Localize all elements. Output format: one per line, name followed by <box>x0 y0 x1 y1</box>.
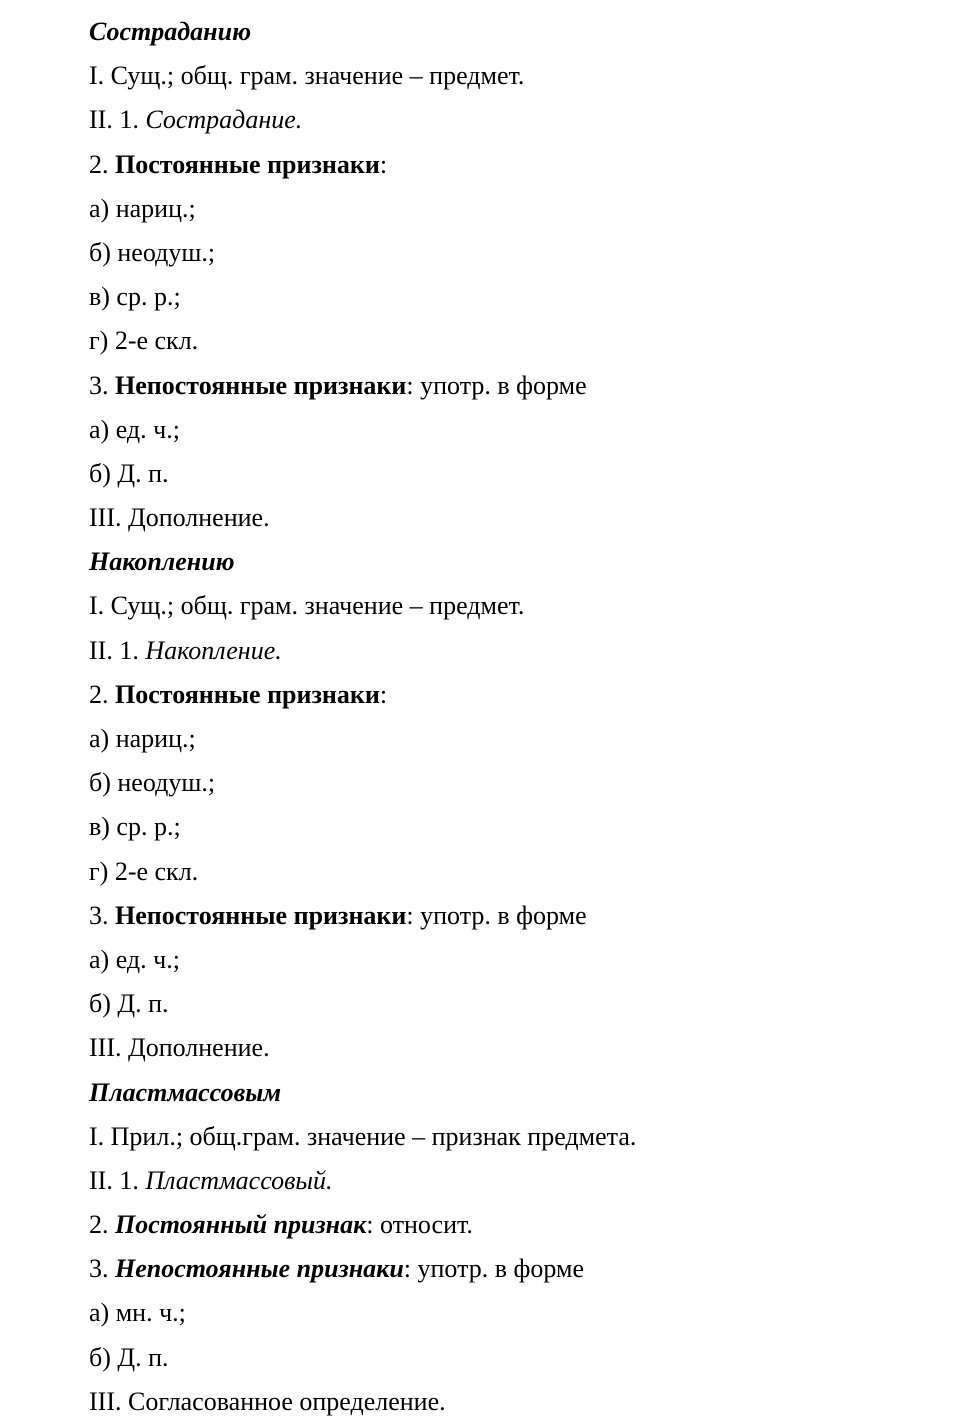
feature-item: б) Д. п. <box>89 458 169 488</box>
nonpermanent-features-line <box>89 898 949 942</box>
line-suffix: : <box>379 149 388 179</box>
permanent-features-label: Постоянные признаки <box>115 679 380 709</box>
feature-item: а) нариц.; <box>89 193 196 223</box>
feature-item: г) 2-е скл. <box>89 856 199 886</box>
part-of-speech-line: I. Прил.; общ.грам. значение – признак предмета. <box>89 1121 637 1151</box>
line-prefix: 2. <box>89 679 115 709</box>
initial-form-line <box>89 102 949 146</box>
permanent-feature-label: Постоянный признак <box>115 1210 367 1240</box>
syntax-role-line: III. Согласованное определение. <box>89 1386 446 1416</box>
line-prefix: 2. <box>89 1210 115 1240</box>
line-prefix: 3. <box>89 1254 115 1284</box>
feature-item: б) неодуш.; <box>89 237 216 267</box>
line-prefix: II. 1. <box>89 105 146 135</box>
feature-item: г) 2-е скл. <box>89 326 199 356</box>
entry-word-heading: Пластмассовым <box>89 1077 282 1107</box>
nonpermanent-features-label: Непостоянные признаки <box>115 900 407 930</box>
morphological-analysis-document <box>89 14 949 1428</box>
feature-item: в) ср. р.; <box>89 812 181 842</box>
nonpermanent-features-label: Непостоянные признаки <box>115 1254 404 1284</box>
initial-form: Сострадание. <box>145 105 303 135</box>
permanent-features-label: Постоянные признаки <box>115 149 380 179</box>
feature-item: а) мн. ч.; <box>89 1298 186 1328</box>
line-suffix: : употр. в форме <box>403 1254 584 1284</box>
initial-form-line <box>89 1163 949 1207</box>
initial-form: Накопление. <box>145 635 282 665</box>
feature-item: а) нариц.; <box>89 724 196 753</box>
line-suffix: : относит. <box>366 1210 473 1240</box>
syntax-role-line: III. Дополнение. <box>89 503 270 533</box>
feature-item: а) ед. ч.; <box>89 944 180 974</box>
nonpermanent-features-label: Непостоянные признаки <box>115 370 407 400</box>
syntax-role-line: III. Дополнение. <box>89 1033 270 1063</box>
feature-item: б) Д. п. <box>89 989 169 1019</box>
feature-item: в) ср. р.; <box>89 282 181 312</box>
line-suffix: : <box>379 679 388 709</box>
permanent-features-line <box>89 677 949 721</box>
line-prefix: 3. <box>89 370 115 400</box>
part-of-speech-line: I. Сущ.; общ. грам. значение – предмет. <box>89 591 525 621</box>
line-suffix: : употр. в форме <box>406 370 587 400</box>
initial-form: Пластмассовый. <box>145 1165 333 1195</box>
feature-item: б) неодуш.; <box>89 768 216 798</box>
feature-item: б) Д. п. <box>89 1342 169 1372</box>
initial-form-line <box>89 633 949 677</box>
entry-word-heading: Состраданию <box>89 17 252 46</box>
nonpermanent-features-line <box>89 1251 949 1295</box>
feature-item: а) ед. ч.; <box>89 414 180 444</box>
line-prefix: 2. <box>89 149 115 179</box>
permanent-features-line <box>89 147 949 191</box>
line-suffix: : употр. в форме <box>406 900 587 930</box>
permanent-feature-line <box>89 1207 949 1251</box>
nonpermanent-features-line <box>89 368 949 412</box>
entry-word-heading: Накоплению <box>89 547 235 577</box>
part-of-speech-line: I. Сущ.; общ. грам. значение – предмет. <box>89 61 525 91</box>
line-prefix: II. 1. <box>89 635 146 665</box>
line-prefix: 3. <box>89 900 115 930</box>
line-prefix: II. 1. <box>89 1165 146 1195</box>
